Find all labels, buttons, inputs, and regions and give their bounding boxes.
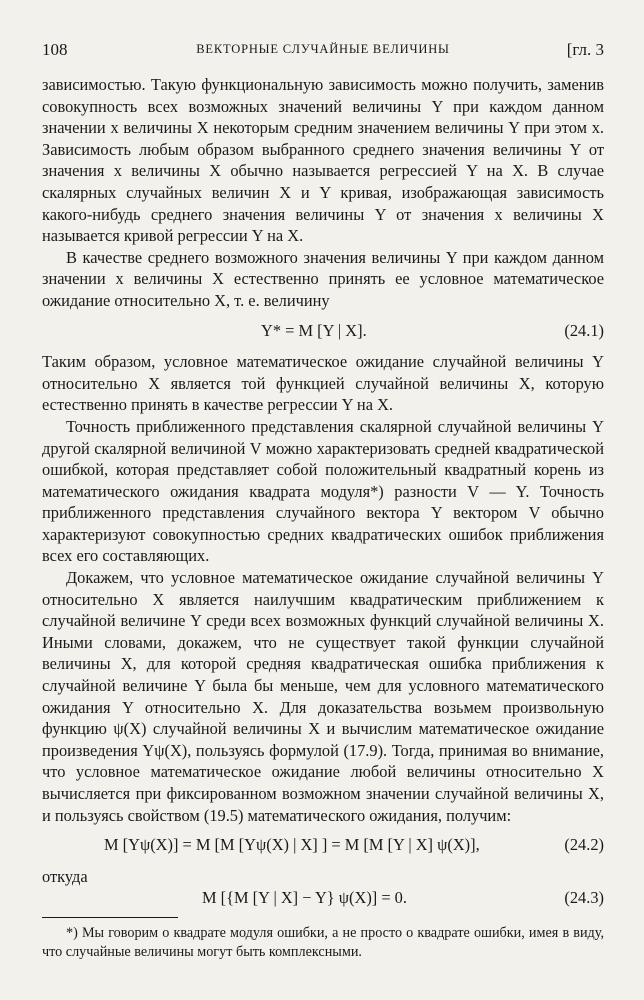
footnote: *) Мы говорим о квадрате модуля ошибки, а не просто о квадрате ошибки, имея в виду, что случайные величины могут быть комплексными. bbox=[42, 925, 604, 960]
equation-24-3 bbox=[42, 887, 604, 909]
equation-number: (24.2) bbox=[564, 835, 604, 855]
paragraph-conditional-expectation: В качестве среднего возможного значения величины Y при каждом данном значении x величины X естественно принять ее условное математическое ожидание относительно X, т. е. величину bbox=[42, 247, 604, 310]
equation-expression: M [Yψ(X)] = M [M [Yψ(X) | X] ] = M [M [Y | X] ψ(X)], bbox=[104, 835, 480, 855]
equation-24-2 bbox=[42, 834, 604, 856]
paragraph-mean-square-error: Точность приближенного представления скалярной случайной величины Y другой скалярной величиной V можно характеризовать средней квадратической ошибкой, которая представляет собой положительный квадратный корень из математического ожидания квадрата модуля*) разности V — Y. Точность приближенного представления случайного вектора Y вектором V обычно характеризуют совокупностью средних квадратических ошибок приближения всех его составляющих. bbox=[42, 416, 604, 566]
paragraph-regression: зависимостью. Такую функциональную зависимость можно получить, заменив совокупность всех возможных значений величины Y при каждом данном значении x величины X некоторым средним значением величины Y при этом x. Зависимость любым образом выбранного среднего значения величины Y от значения x величины X обычно называется регрессией Y на X. В случае скалярных случайных величин X и Y кривая, изображающая зависимость какого-нибудь среднего значения величины Y от значения x величины X называется кривой регрессии Y на X. bbox=[42, 75, 604, 246]
equation-number: (24.1) bbox=[564, 320, 604, 340]
section-marker: [гл. 3 bbox=[566, 40, 604, 59]
equation-24-1 bbox=[42, 320, 604, 342]
running-head bbox=[42, 40, 604, 64]
footnote-divider bbox=[42, 917, 178, 918]
main-text bbox=[42, 74, 604, 919]
chapter-title: ВЕКТОРНЫЕ СЛУЧАЙНЫЕ ВЕЛИЧИНЫ bbox=[196, 42, 450, 56]
equation-expression: Y* = M [Y | X]. bbox=[261, 320, 367, 340]
page-number: 108 bbox=[42, 40, 68, 59]
paragraph-proof: Докажем, что условное математическое ожидание случайной величины Y относительно X является наилучшим квадратическим приближением к случайной величине Y среди всех возможных функций случайной величины X. Иными словами, докажем, что не существует такой функции случайной величины X, для которой средняя квадратическая ошибка приближения к случайной величине Y была бы меньше, чем для условного математического ожидания Y относительно X. Для доказательства возьмем произвольную функцию ψ(X) случайной величины X и вычислим математическое ожидание произведения Yψ(X), пользуясь формулой (17.9). Тогда, принимая во внимание, что условное математическое ожидание любой величины относительно X вычисляется при фиксированном возможном значении случайной величины X, и пользуясь свойством (19.5) математического ожидания, получим: bbox=[42, 568, 604, 825]
equation-expression: M [{M [Y | X] − Y} ψ(X)] = 0. bbox=[202, 888, 407, 908]
equation-number: (24.3) bbox=[564, 888, 604, 908]
paragraph-regression-conclusion: Таким образом, условное математическое ожидание случайной величины Y относительно X является той функцией случайной величины X, которую естественно принять в качестве регрессии Y на X. bbox=[42, 352, 604, 415]
paragraph-hence: откуда bbox=[42, 866, 88, 886]
